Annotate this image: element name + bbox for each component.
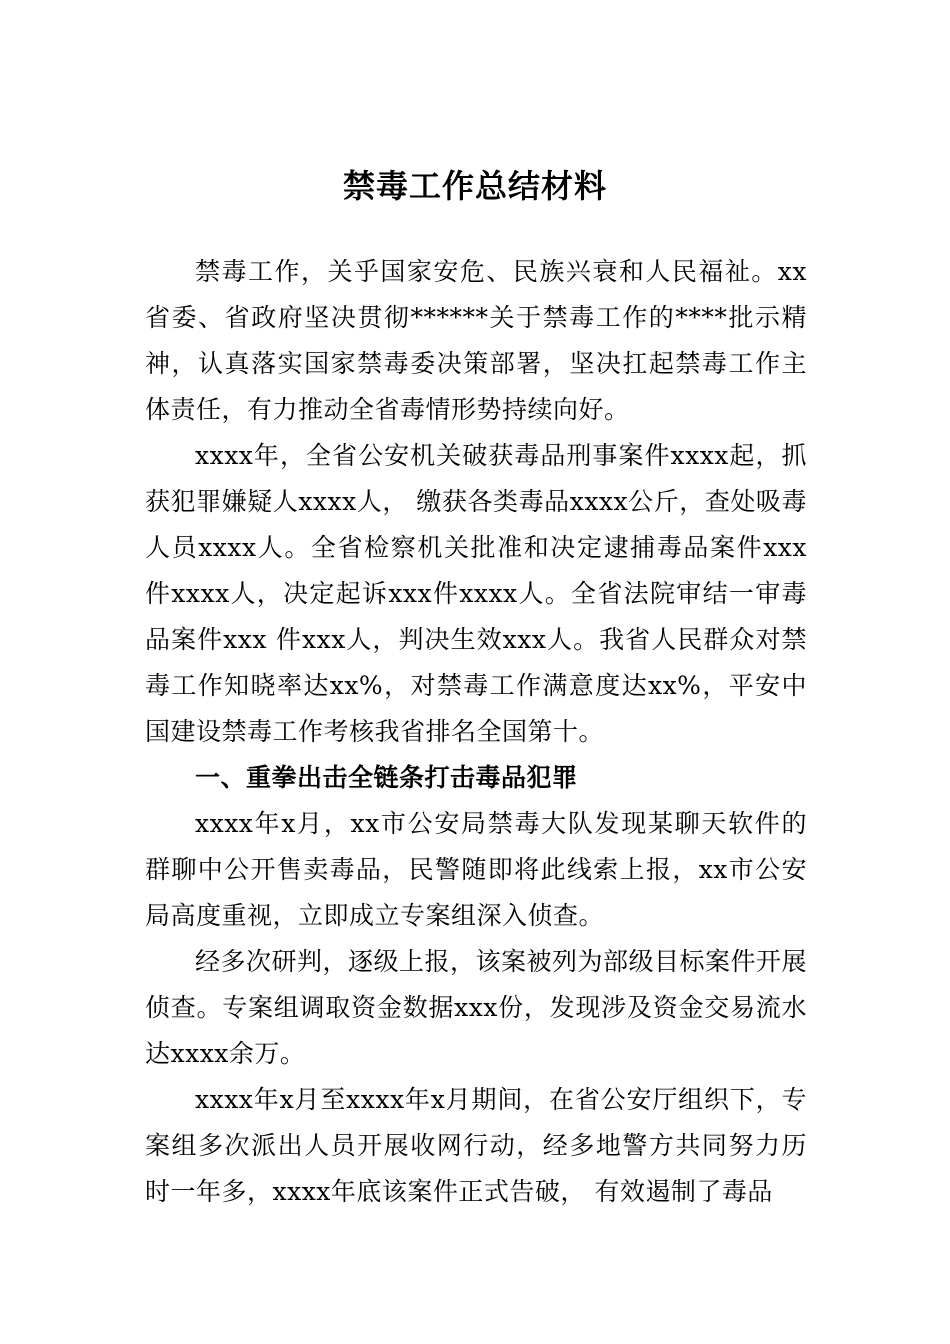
paragraph-intro: 禁毒工作，关乎国家安危、民族兴衰和人民福祉。xx省委、省政府坚决贯彻******关于禁毒工作的****批示精神，认真落实国家禁毒委决策部署，坚决扛起禁毒工作主体责任，有力推动全省毒情形势持续向好。 — [145, 257, 807, 424]
document-body — [145, 249, 807, 1215]
paragraph-case-closure: xxxx年x月至xxxx年x月期间，在省公安厅组织下，专案组多次派出人员开展收网行动，经多地警方共同努力历时一年多，xxxx年底该案件正式告破， 有效遏制了毒品 — [145, 1085, 807, 1206]
paragraph-case-discovery: xxxx年x月，xx市公安局禁毒大队发现某聊天软件的群聊中公开售卖毒品，民警随即将此线索上报，xx市公安局高度重视，立即成立专案组深入侦查。 — [145, 809, 807, 930]
document-title: 禁毒工作总结材料 — [342, 167, 607, 205]
section-heading: 一、重拳出击全链条打击毒品犯罪 — [195, 763, 578, 792]
paragraph-case-investigation: 经多次研判，逐级上报，该案被列为部级目标案件开展侦查。专案组调取资金数据xxx份，发现涉及资金交易流水达xxxx余万。 — [145, 947, 808, 1068]
paragraph-statistics: xxxx年，全省公安机关破获毒品刑事案件xxxx起，抓获犯罪嫌疑人xxxx人， 缴获各类毒品xxxx公斤，查处吸毒人员xxxx人。全省检察机关批准和决定逮捕毒品案件xxx件xxxx人，决定起诉xxx件xxxx人。全省法院审结一审毒品案件xxx 件xxx人，判决生效xxx人。我省人民群众对禁毒工作知晓率达xx%，对禁毒工作满意度达xx%，平安中国建设禁毒工作考核我省排名全国第十。 — [145, 441, 807, 746]
